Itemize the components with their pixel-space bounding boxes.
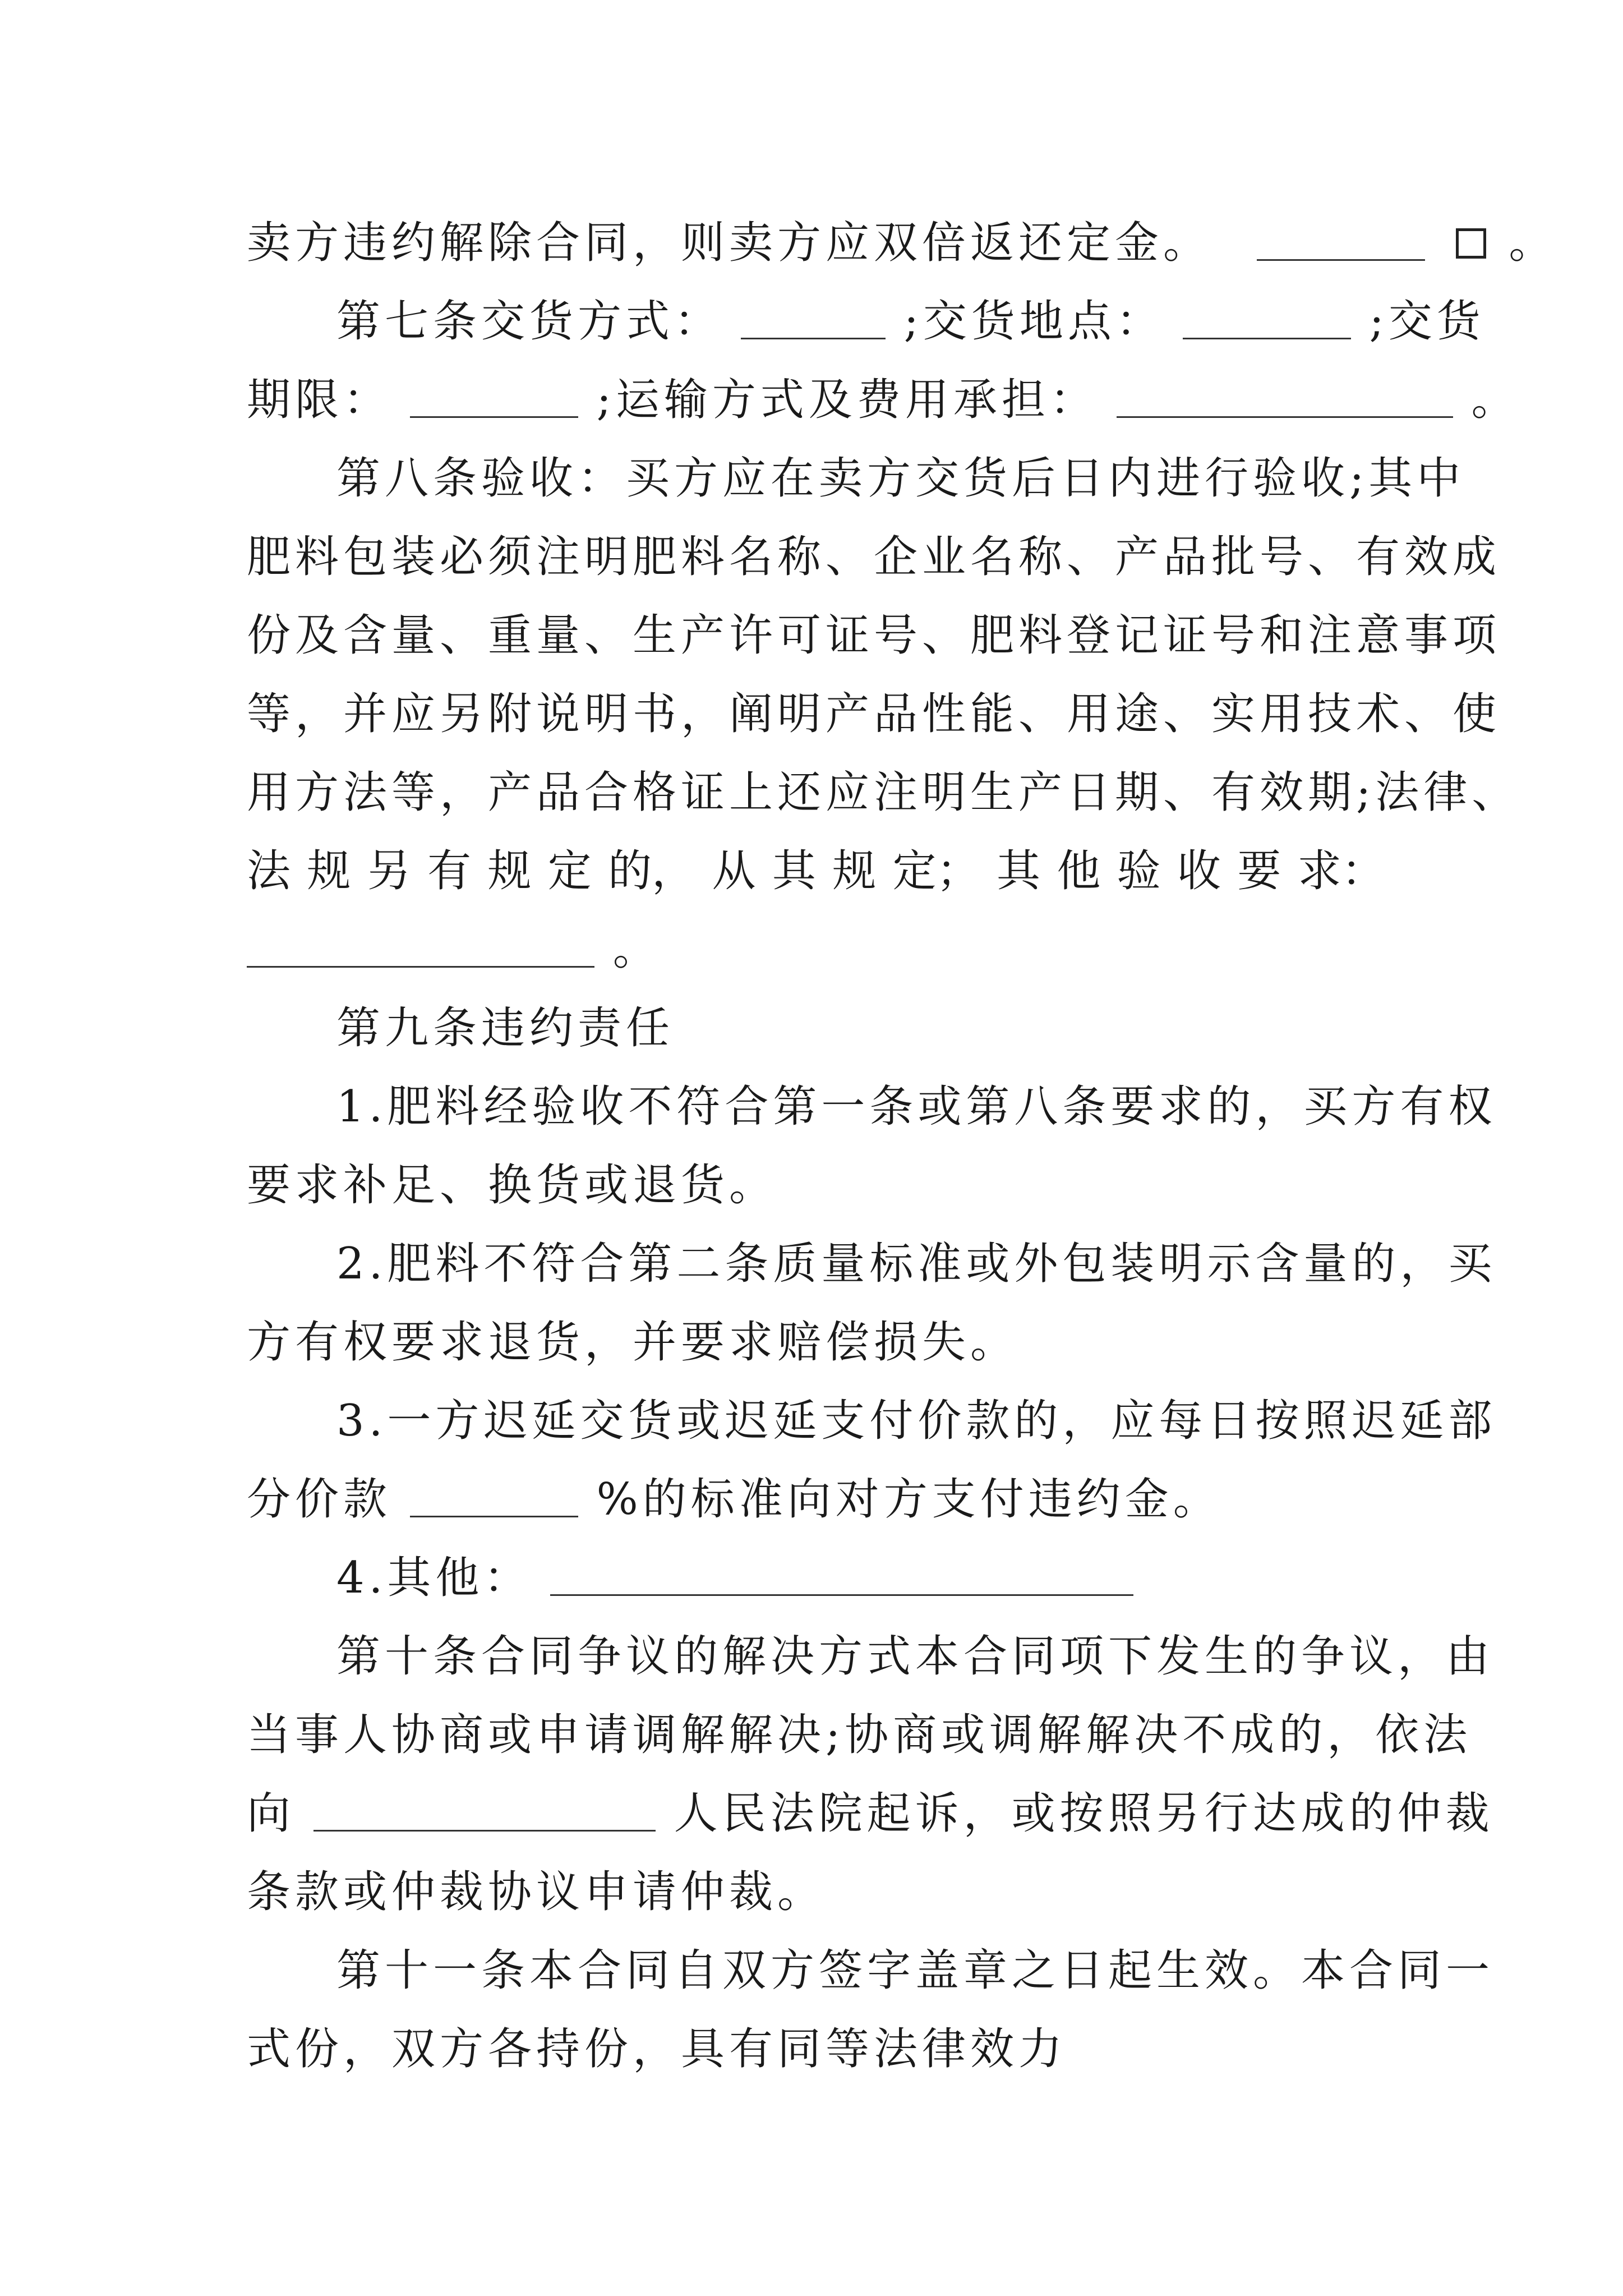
justified-char: 其	[772, 846, 816, 896]
justified-char: 验	[1117, 846, 1161, 896]
other-acceptance-blank[interactable]	[247, 919, 594, 968]
article-8-line-3: 份及含量、重量、生产许可证号、肥料登记证号和注意事项	[247, 610, 1501, 661]
justified-char: 求：	[1297, 846, 1385, 896]
justified-char: 他	[1057, 846, 1101, 896]
transport-label: ;运输方式及费用承担：	[596, 375, 1098, 425]
article-9-item-1-line-1: 1.肥料经验收不符合第一条或第八条要求的，买方有权	[336, 1082, 1497, 1132]
delivery-term-label-b: 期限：	[247, 375, 392, 425]
justified-char: 规	[307, 846, 351, 896]
justified-char: 要	[1237, 846, 1281, 896]
article-9-item-3-line-1: 3.一方迟延交货或迟延支付价款的，应每日按照迟延部	[336, 1396, 1497, 1446]
delivery-term-blank[interactable]	[410, 369, 578, 418]
transport-blank[interactable]	[1117, 369, 1453, 418]
justified-char: 定；	[892, 846, 980, 896]
checkbox-icon[interactable]	[1456, 228, 1486, 259]
article-6-tail-end: 。	[1509, 218, 1557, 268]
article-8-line-4: 等，并应另附说明书，阐明产品性能、用途、实用技术、使	[247, 689, 1501, 739]
justified-char: 法	[247, 846, 291, 896]
delivery-method-blank[interactable]	[741, 291, 886, 339]
article-10-line-4: 条款或仲裁协议申请仲裁。	[247, 1867, 826, 1917]
justified-char: 规	[832, 846, 877, 896]
justified-char: 另	[367, 846, 411, 896]
justified-char: 有	[427, 846, 472, 896]
article-7-line-1	[336, 291, 1485, 352]
article-9-item-1-line-2: 要求补足、换货或退货。	[247, 1160, 778, 1211]
article-10-line-3	[247, 1783, 1494, 1844]
article-9-item-3-line-2	[247, 1469, 1385, 1530]
article-10-line-1: 第十条合同争议的解决方式本合同项下发生的争议，由	[336, 1631, 1495, 1682]
justified-char: 收	[1177, 846, 1221, 896]
article-8-end: 。	[612, 924, 661, 975]
article-6-tail	[247, 212, 1557, 274]
fill-blank[interactable]	[1257, 212, 1425, 261]
delivery-place-label: ;交货地点：	[903, 296, 1164, 347]
item-3-post: %的标准向对方支付违约金。	[596, 1474, 1221, 1525]
article-9-item-2-line-1: 2.肥料不符合第二条质量标准或外包装明示含量的，买	[336, 1239, 1497, 1289]
penalty-rate-blank[interactable]	[410, 1469, 578, 1517]
article-6-tail-text: 卖方违约解除合同，则卖方应双倍返还定金。	[247, 218, 1212, 268]
court-post: 人民法院起诉，或按照另行达成的仲裁	[674, 1788, 1494, 1839]
delivery-term-label-a: ;交货	[1369, 296, 1485, 347]
article-11-line-2: 式份，双方各持份，具有同等法律效力	[247, 2024, 1067, 2074]
article-8-line-5: 用方法等，产品合格证上还应注明生产日期、有效期;法律、	[247, 767, 1520, 818]
justified-char: 从	[712, 846, 756, 896]
article-11-line-1: 第十一条本合同自双方签字盖章之日起生效。本合同一	[336, 1945, 1495, 1996]
article-10-line-2: 当事人协商或申请调解解决;协商或调解解决不成的，依法	[247, 1710, 1472, 1760]
article-9-item-4	[336, 1547, 1385, 1609]
delivery-method-label: 第七条交货方式：	[336, 296, 723, 347]
justified-char: 的，	[608, 846, 696, 896]
article-9-title: 第九条违约责任	[336, 1003, 675, 1053]
item-4-label: 4.其他：	[336, 1553, 532, 1603]
court-pre: 向	[247, 1788, 296, 1839]
item-3-pre: 分价款	[247, 1474, 392, 1525]
justified-char: 其	[996, 846, 1040, 896]
article-8-line-6	[247, 840, 1385, 902]
other-liability-blank[interactable]	[550, 1547, 1133, 1596]
article-8-line-2: 肥料包装必须注明肥料名称、企业名称、产品批号、有效成	[247, 532, 1501, 582]
article-8-line-1: 第八条验收：买方应在卖方交货后日内进行验收;其中	[336, 453, 1465, 504]
justified-char: 定	[547, 846, 592, 896]
delivery-place-blank[interactable]	[1183, 291, 1351, 339]
justified-char: 规	[487, 846, 532, 896]
article-9-item-2-line-2: 方有权要求退货，并要求赔偿损失。	[247, 1317, 1019, 1368]
article-7-end: 。	[1471, 375, 1520, 425]
court-blank[interactable]	[313, 1783, 656, 1832]
article-7-line-2	[247, 369, 1520, 431]
article-8-line-7	[247, 919, 1385, 981]
